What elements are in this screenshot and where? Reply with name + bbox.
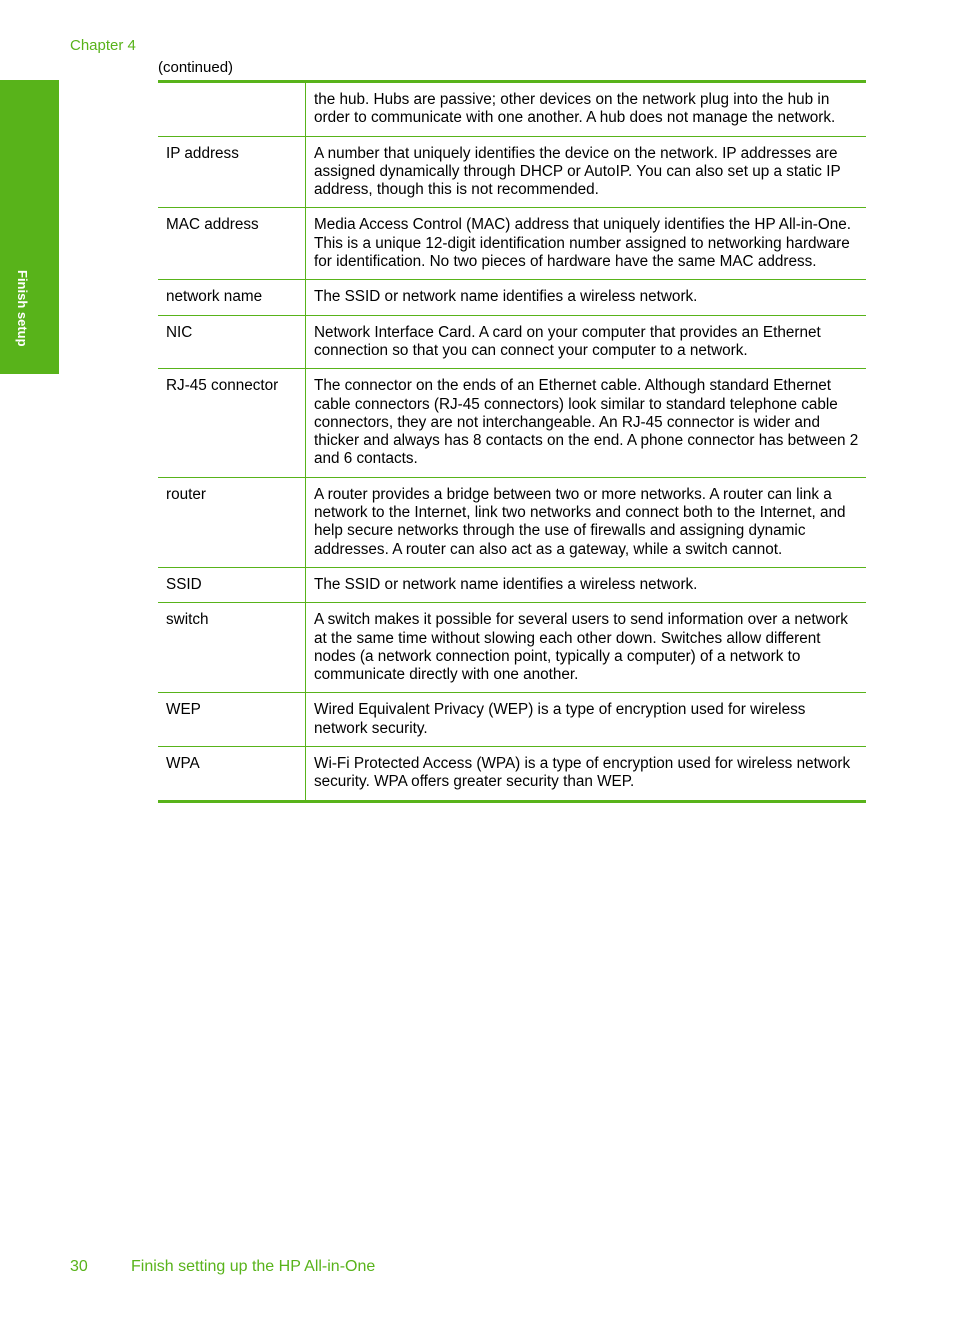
glossary-definition: Network Interface Card. A card on your computer that provides an Ethernet connection so that you can connect your computer to a network. [314, 323, 821, 359]
glossary-definition: The SSID or network name identifies a wireless network. [314, 575, 698, 593]
glossary-term: IP address [158, 136, 306, 208]
table-row [158, 208, 866, 280]
glossary-definition: Media Access Control (MAC) address that uniquely identifies the HP All-in-One. This is a unique 12-digit identification number assigned to networking hardware for identification. No two pieces of hardware have the same MAC address. [314, 216, 852, 271]
glossary-definition: The connector on the ends of an Ethernet cable. Although standard Ethernet cable connectors (RJ-45 connectors) look similar to standard telephone cable connectors, they are not interchangeable. An RJ-45 connector is wider and thicker and always has 8 contacts on the end. A phone connector has between 2 and 6 contacts. [314, 377, 859, 468]
glossary-definition: Wi-Fi Protected Access (WPA) is a type of encryption used for wireless network security. WPA offers greater security than WEP. [314, 755, 851, 791]
glossary-term: MAC address [158, 208, 306, 280]
glossary-term: WPA [158, 747, 306, 802]
glossary-term: network name [158, 280, 306, 315]
glossary-table [158, 80, 866, 803]
glossary-term: SSID [158, 567, 306, 602]
table-row [158, 567, 866, 602]
glossary-term [158, 82, 306, 137]
glossary-definition: The SSID or network name identifies a wireless network. [314, 288, 698, 306]
glossary-definition: A router provides a bridge between two or more networks. A router can link a network to the Internet, link two networks and connect both to the Internet, and help secure networks through the use of firewalls and assigning dynamic addresses. A router can also act as a gateway, while a switch cannot. [314, 485, 846, 558]
table-row [158, 315, 866, 369]
glossary-term: NIC [158, 315, 306, 369]
table-row [158, 82, 866, 137]
glossary-term: WEP [158, 693, 306, 747]
table-row [158, 280, 866, 315]
glossary-term: router [158, 477, 306, 567]
footer-title: Finish setting up the HP All-in-One [131, 1258, 376, 1275]
glossary-term: RJ-45 connector [158, 369, 306, 477]
side-tab-label: Finish setup [15, 270, 30, 347]
table-row [158, 369, 866, 477]
table-row [158, 603, 866, 693]
glossary-definition: A switch makes it possible for several users to send information over a network at the same time without slowing each other down. Switches allow different nodes (a network connection point, typically a computer) of a network to communicate directly with one another. [314, 611, 848, 684]
table-row [158, 136, 866, 208]
chapter-label: Chapter 4 [70, 37, 136, 54]
glossary-term: switch [158, 603, 306, 693]
table-row [158, 747, 866, 802]
glossary-definition: the hub. Hubs are passive; other devices on the network plug into the hub in order to communicate with one another. A hub does not manage the network. [314, 91, 836, 127]
page-number: 30 [70, 1258, 88, 1275]
glossary-definition: Wired Equivalent Privacy (WEP) is a type of encryption used for wireless network security. [314, 701, 806, 737]
table-row [158, 693, 866, 747]
continued-label: (continued) [158, 59, 234, 76]
table-row [158, 477, 866, 567]
glossary-definition: A number that uniquely identifies the device on the network. IP addresses are assigned dynamically through DHCP or AutoIP. You can also set up a static IP address, though this is not recommended. [314, 144, 841, 199]
